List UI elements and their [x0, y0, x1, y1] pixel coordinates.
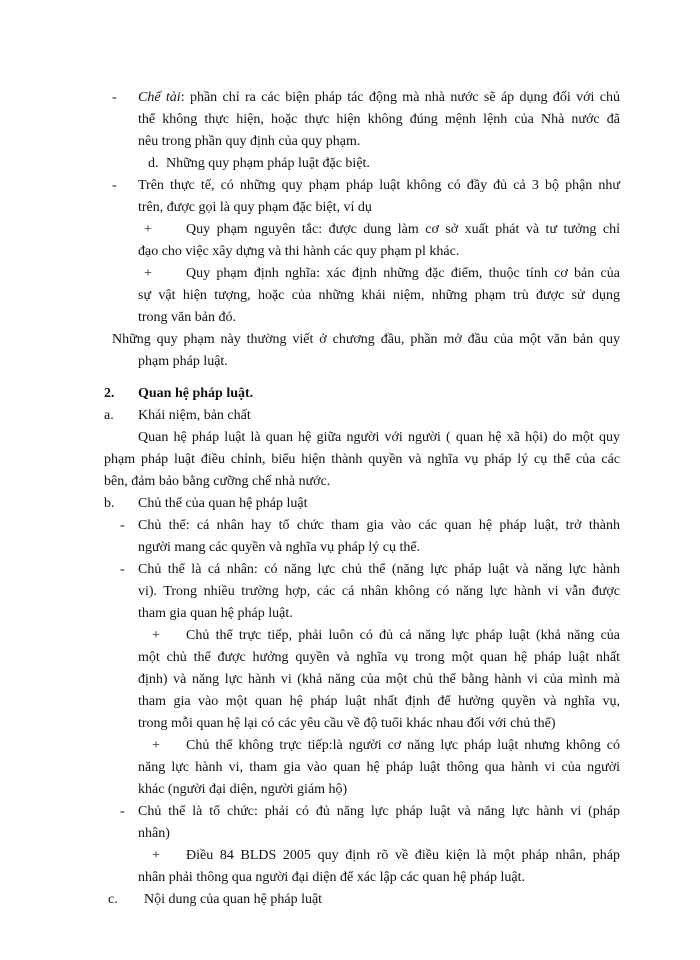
paragraph-line: đạo cho việc xây dựng và thi hành các quy phạm pl khác. [138, 244, 460, 259]
paragraph-line: khác (người đại diện, người giám hộ) [138, 782, 348, 797]
paragraph-line: sự vật hiện tượng, hoặc của những khái niệm, những phạm trù được sử dụng [138, 288, 620, 303]
paragraph-line: tham gia quan hệ pháp luật. [138, 606, 293, 621]
term-che-tai: Chế tài [138, 90, 181, 105]
paragraph-line: nhân phải thông qua người đại diện để xác lập các quan hệ pháp luật. [138, 870, 526, 885]
bullet-dash: - [112, 178, 117, 193]
bullet-plus: + [144, 266, 152, 281]
paragraph-line: phạm pháp luật. [138, 354, 228, 369]
bullet-plus: + [152, 848, 160, 863]
paragraph-line: người mang các quyền và nghĩa vụ pháp lý cụ thể. [138, 540, 421, 555]
bullet-plus: + [152, 628, 160, 643]
subheading: Nội dung của quan hệ pháp luật [144, 892, 323, 907]
paragraph-line: Chủ thể trực tiếp, phải luôn có đủ cả năng lực pháp luật (khả năng của [186, 628, 620, 643]
list-marker: b. [104, 496, 115, 511]
paragraph-line: trên, được gọi là quy phạm đặc biệt, ví dụ [138, 200, 372, 215]
paragraph-line: nêu trong phần quy định của quy phạm. [138, 134, 361, 149]
paragraph-line: trong mỗi quan hệ lại có các yêu cầu về độ tuổi khác nhau đối với chủ thể) [138, 716, 556, 731]
paragraph-line: năng lực hành vi, tham gia vào quan hệ pháp luật thông qua hành vi của người [138, 760, 620, 775]
paragraph-line: định) và năng lực hành vi (khả năng của một chủ thể bằng hành vi của mình mà [138, 672, 620, 687]
section-number: 2. [104, 386, 115, 401]
paragraph-line: Quy phạm định nghĩa: xác định những đặc điểm, thuộc tính cơ bản của [186, 266, 620, 281]
paragraph-line: trong văn bản đó. [138, 310, 236, 325]
bullet-dash: - [120, 804, 125, 819]
bullet-dash: - [112, 90, 117, 105]
paragraph-line: Những quy phạm này thường viết ở chương đầu, phần mở đầu của một văn bản quy [112, 332, 620, 347]
paragraph-line: Quan hệ pháp luật là quan hệ giữa người với người ( quan hệ xã hội) do một quy [138, 430, 620, 445]
paragraph-line: thể không thực hiện, hoặc thực hiện không đúng mệnh lệnh của Nhà nước đã [138, 112, 620, 127]
paragraph-line: Quy phạm nguyên tắc: được dung làm cơ sở xuất phát và tư tưởng chỉ [186, 222, 620, 237]
bullet-plus: + [144, 222, 152, 237]
paragraph-line: Điều 84 BLDS 2005 quy định rõ về điều kiện là một pháp nhân, pháp [186, 848, 620, 863]
bullet-dash: - [120, 562, 125, 577]
paragraph-line: Chủ thể không trực tiếp:là người cơ năng lực pháp luật nhưng không có [186, 738, 620, 753]
paragraph-line: Chủ thể là tổ chức: phải có đủ năng lực pháp luật và năng lực hành vi (pháp [138, 804, 620, 819]
paragraph-line: một chủ thể được hưởng quyền và nghĩa vụ trong một quan hệ pháp luật nhất [138, 650, 620, 665]
paragraph-line: tham gia vào một quan hệ pháp luật nhất định để hưởng quyền và nghĩa vụ, [138, 694, 620, 709]
paragraph-line: phạm pháp luật điều chỉnh, biểu hiện thành quyền và nghĩa vụ pháp lý cụ thể của các [104, 452, 620, 467]
paragraph-line: Chủ thể là cá nhân: có năng lực chủ thể (năng lực pháp luật và năng lực hành [138, 562, 620, 577]
paragraph-line: nhân) [138, 826, 170, 841]
list-marker: d. [148, 156, 159, 171]
paragraph-line: vi). Trong nhiều trường hợp, các cá nhân không có năng lực hành vi vẫn được [138, 584, 620, 599]
subheading: Những quy phạm pháp luật đặc biệt. [166, 156, 370, 171]
section-heading: Quan hệ pháp luật. [138, 386, 254, 401]
subheading: Khái niệm, bản chất [138, 408, 251, 423]
list-marker: c. [108, 892, 118, 907]
paragraph-line: Trên thực tế, có những quy phạm pháp luật không có đầy đủ cả 3 bộ phận như [138, 178, 620, 193]
subheading: Chủ thể của quan hệ pháp luật [138, 496, 308, 511]
paragraph-line: Chủ thể: cá nhân hay tổ chức tham gia vào các quan hệ pháp luật, trở thành [138, 518, 620, 533]
list-marker: a. [104, 408, 114, 423]
paragraph-line: bên, đảm bảo bằng cưỡng chế nhà nước. [104, 474, 331, 489]
paragraph-line: Chế tài: phần chỉ ra các biện pháp tác động mà nhà nước sẽ áp dụng đối với chủ [138, 90, 620, 105]
bullet-dash: - [120, 518, 125, 533]
bullet-plus: + [152, 738, 160, 753]
